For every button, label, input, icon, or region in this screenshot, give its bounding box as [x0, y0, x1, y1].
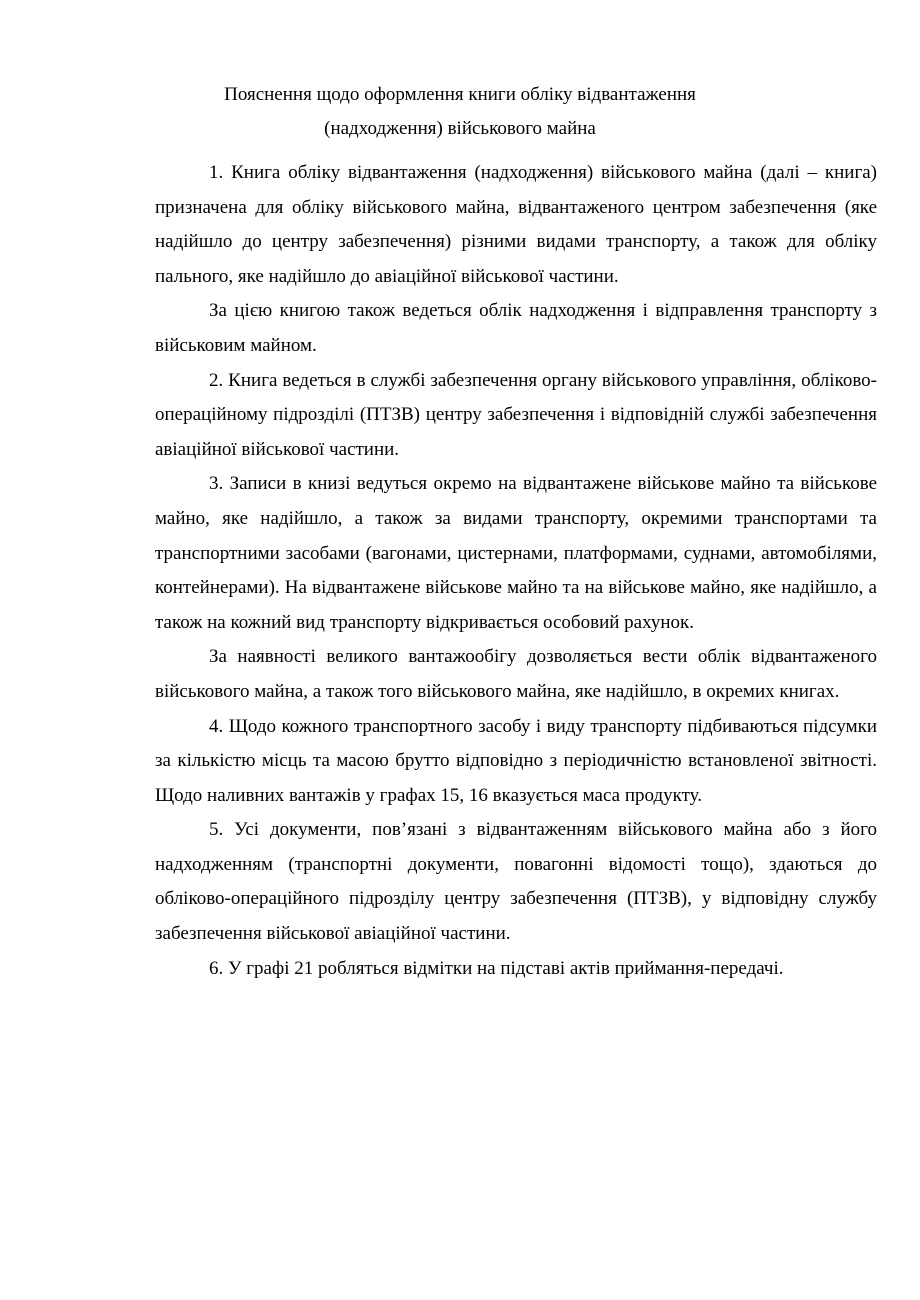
paragraph-4: 3. Записи в книзі ведуться окремо на відвантажене військове майно та військове майно, яке надійшло, а також за видами транспорту, окремими транспортами та транспортними засобами (вагонами, цистернами, платформами, суднами, автомобілями, контейнерами). На відвантажене військове майно та на військове майно, яке надійшло, а також на кожний вид транспорту відкривається особовий рахунок.	[155, 473, 877, 633]
document-body	[155, 156, 877, 986]
paragraph-3: 2. Книга ведеться в службі забезпечення органу військового управління, обліково-операційному підрозділі (ПТЗВ) центру забезпечення і відповідній службі забезпечення авіаційної військової частини.	[155, 369, 877, 460]
paragraph-8: 6. У графі 21 робляться відмітки на підставі актів приймання-передачі.	[209, 957, 784, 979]
title-line-1: Пояснення щодо оформлення книги обліку відвантаження	[224, 84, 696, 105]
paragraph-1: 1. Книга обліку відвантаження (надходження) військового майна (далі – книга) призначена для обліку військового майна, відвантаженого центром забезпечення (яке надійшло до центру забезпечення) різними видами транспорту, а також для обліку пального, яке надійшло до авіаційної військової частини.	[155, 162, 877, 287]
paragraph-7: 5. Усі документи, пов’язані з відвантаженням військового майна або з його надходженням (транспортні документи, повагонні відомості тощо), здаються до обліково-операційного підрозділу центру забезпечення (ПТЗВ), у відповідну службу забезпечення військової авіаційної частини.	[155, 819, 877, 945]
paragraph-2: За цією книгою також ведеться облік надходження і відправлення транспорту з військовим майном.	[155, 300, 877, 356]
title-line-2: (надходження) військового майна	[324, 118, 596, 139]
document-title	[0, 78, 920, 146]
paragraph-5: За наявності великого вантажообігу дозволяється вести облік відвантаженого військового майна, а також того військового майна, яке надійшло, в окремих книгах.	[155, 646, 877, 702]
paragraph-6: 4. Щодо кожного транспортного засобу і виду транспорту підбиваються підсумки за кількістю місць та масою брутто відповідно з періодичністю встановленої звітності. Щодо наливних вантажів у графах 15, 16 вказується маса продукту.	[155, 715, 877, 806]
